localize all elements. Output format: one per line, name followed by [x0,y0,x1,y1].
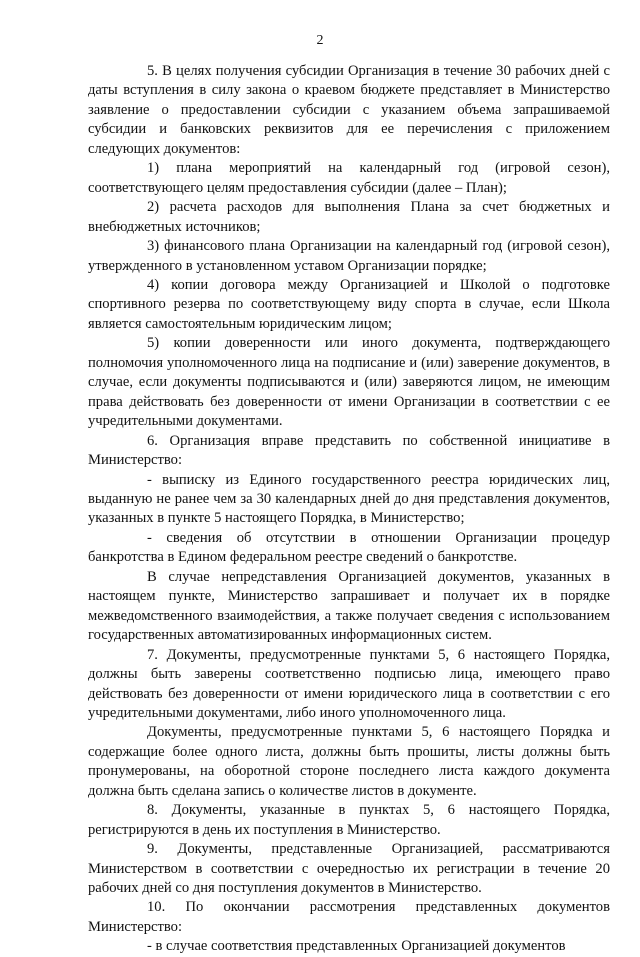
paragraph-5-item-4: 4) копии договора между Организацией и Школой о подготовке спортивного резерва по соответствующему виду спорта в случае, если Школа является самостоятельным юридическим лицом; [88,276,610,332]
paragraph-7-note: Документы, предусмотренные пунктами 5, 6 настоящего Порядка и содержащие более одного листа, должны быть прошиты, листы должны быть пронумерованы, на оборотной стороне последнего листа каждого документа должна быть сделана запись о количестве листов в документе. [88,724,610,799]
paragraph-5-item-1: 1) плана мероприятий на календарный год (игровой сезон), соответствующего целям предоставления субсидии (далее – План); [88,160,610,196]
paragraph-10: 10. По окончании рассмотрения представленных документов Министерство: [88,899,610,935]
paragraph-7: 7. Документы, предусмотренные пунктами 5, 6 настоящего Порядка, должны быть заверены соответственно подписью лица, имеющего право действовать без доверенности от имени юридического лица в соответствии с его учредительными документами, либо иного уполномоченного лица. [88,646,610,721]
page-number: 2 [316,33,324,48]
paragraph-5-item-3: 3) финансового плана Организации на календарный год (игровой сезон), утвержденного в установленном уставом Организации порядке; [88,238,610,274]
paragraph-6-item-2: - сведения об отсутствии в отношении Организации процедур банкротства в Едином федеральном реестре сведений о банкротстве. [88,529,610,566]
paragraph-5-item-5: 5) копии доверенности или иного документа, подтверждающего полномочия уполномоченного лица на подписание и (или) заверение документов, в случае, если документы подписываются и (или) заверяются лицом, не имеющим права действовать без доверенности от имени Организации в соответствии с ее учредительными документами. [88,335,610,430]
paragraph-6-item-1: - выписку из Единого государственного реестра юридических лиц, выданную не ранее чем за 30 календарных дней до дня представления документов, указанных в пункте 5 настоящего Порядка, в Министерство; [88,471,610,527]
paragraph-8: 8. Документы, указанные в пунктах 5, 6 настоящего Порядка, регистрируются в день их поступления в Министерство. [88,802,610,838]
paragraph-5: 5. В целях получения субсидии Организация в течение 30 рабочих дней с даты вступления в силу закона о краевом бюджете представляет в Министерство заявление о предоставлении субсидии с указанием объема запрашиваемой субсидии и банковских реквизитов для ее перечисления с приложением следующих документов: [88,63,610,157]
paragraph-5-item-2: 2) расчета расходов для выполнения Плана за счет бюджетных и внебюджетных источников; [88,199,610,235]
paragraph-9: 9. Документы, представленные Организацией, рассматриваются Министерством в соответствии с очередностью их регистрации в течение 20 рабочих дней со дня поступления документов в Министерство. [88,841,610,897]
paragraph-10-item-1: - в случае соответствия представленных Организацией документов [147,938,566,955]
paragraph-6: 6. Организация вправе представить по собственной инициативе в Министерство: [88,432,610,469]
paragraph-6-note: В случае непредставления Организацией документов, указанных в настоящем пункте, Министерство запрашивает и получает их в порядке межведомственного взаимодействия, а также получает сведения с использованием государственных автоматизированных информационных систем. [88,568,610,644]
document-body [88,62,610,957]
